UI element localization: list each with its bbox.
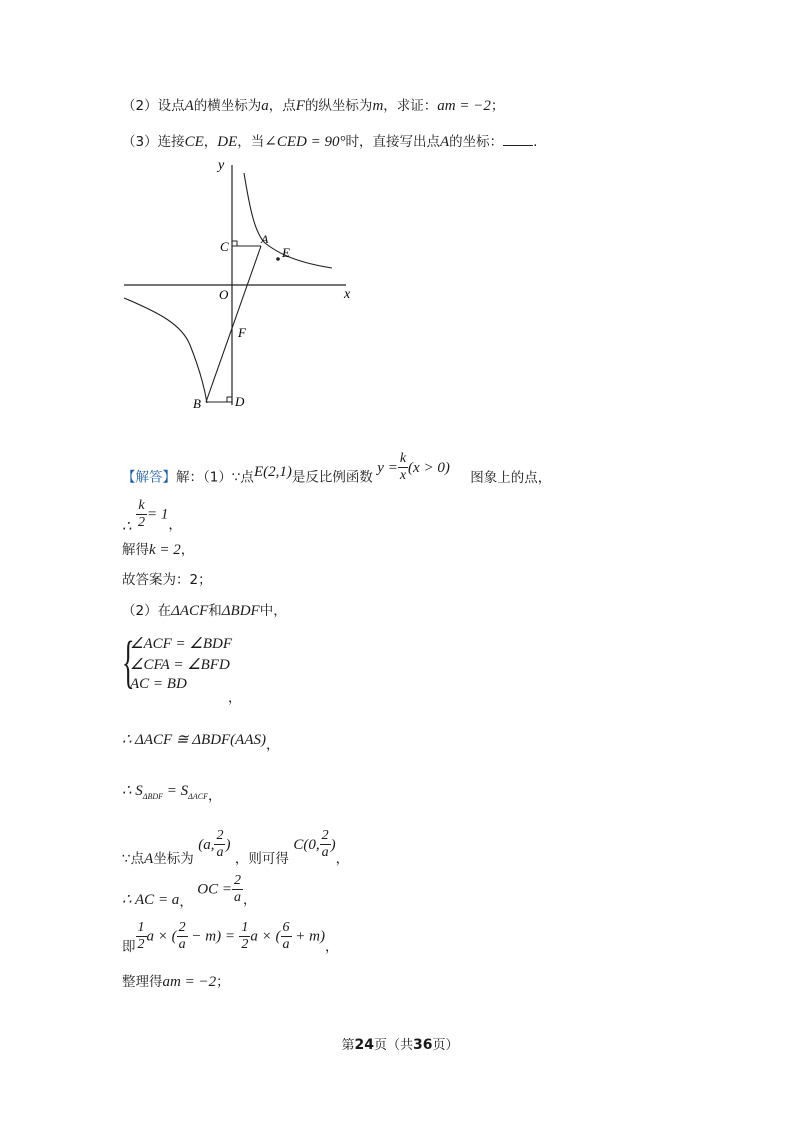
label-y: y	[218, 158, 225, 173]
question-2: （2）设点A的横坐标为a，点F的纵坐标为m，求证：am = −2；	[122, 98, 505, 114]
right-angle-d	[227, 397, 232, 402]
hyperbola-third-quadrant	[124, 298, 207, 403]
label-o: O	[219, 287, 229, 302]
left-brace: {	[122, 629, 135, 694]
answer-line-1: 【解答】解：（1）∵点E(2,1)是反比例函数 y = $\frac{k}{x}$ (x > 0) 图象上的点，	[122, 451, 552, 486]
total-pages: 36	[413, 1037, 433, 1053]
answer-line-2: ∴ $\frac{k}{2}$ = 1，	[122, 498, 182, 535]
page-number: 24	[354, 1037, 374, 1053]
answer-line-6: ∴ ΔACF ≅ ΔBDF(AAS)，	[122, 732, 280, 753]
label-e: E	[282, 245, 290, 260]
answer-line-10: 即 $\frac{1}{2}$ a × ( $\frac{2}{a}$ − m) = $\frac{1}{2}$ a × ( $\frac{6}{a}$ + m)，	[122, 920, 339, 955]
answer-blank	[503, 131, 533, 146]
answer-line-9: ∴ AC = a， OC = $\frac{2}{a}$ ，	[122, 873, 257, 910]
question-3: （3）连接CE，DE，当∠CED = 90°时，直接写出点A的坐标： .	[122, 131, 537, 152]
system-row-3: AC = BD	[130, 676, 187, 692]
answer-tag: 【解答】	[122, 469, 176, 486]
answer-line-3: 解得k = 2，	[122, 542, 195, 558]
function-expression: y = $\frac{k}{x}$ (x > 0)	[377, 451, 450, 483]
label-d: D	[235, 394, 245, 409]
page-footer: 第24页（共36页）	[341, 1037, 459, 1053]
answer-line-8: ∵点A坐标为 (a, $\frac{2}{a}$ ) ，则可得 C(0, $\frac{2}{a}$ )，	[122, 828, 350, 867]
answer-line-11: 整理得am = −2；	[122, 974, 230, 990]
system-row-2: ∠CFA = ∠BFD	[130, 657, 230, 673]
right-angle-c	[232, 241, 237, 246]
point-e	[276, 257, 280, 261]
point-c-coords: C(0, $\frac{2}{a}$ )	[293, 828, 336, 860]
label-b: B	[193, 396, 201, 411]
label-f: F	[238, 325, 246, 340]
label-x: x	[344, 287, 351, 302]
coordinate-figure	[110, 155, 370, 420]
label-c: C	[220, 239, 229, 254]
system-row-1: ∠ACF = ∠BDF	[130, 636, 233, 652]
label-a: A	[261, 232, 269, 246]
answer-line-7: ∴ $S_{\Delta BDF} = S_{\Delta ACF}$，	[122, 783, 222, 804]
point-a-coords: (a, $\frac{2}{a}$ )	[198, 828, 231, 860]
answer-line-4: 故答案为：2；	[122, 572, 212, 588]
segment-ab	[206, 246, 261, 402]
answer-line-5: （2）在ΔACF和ΔBDF中，	[122, 603, 287, 619]
